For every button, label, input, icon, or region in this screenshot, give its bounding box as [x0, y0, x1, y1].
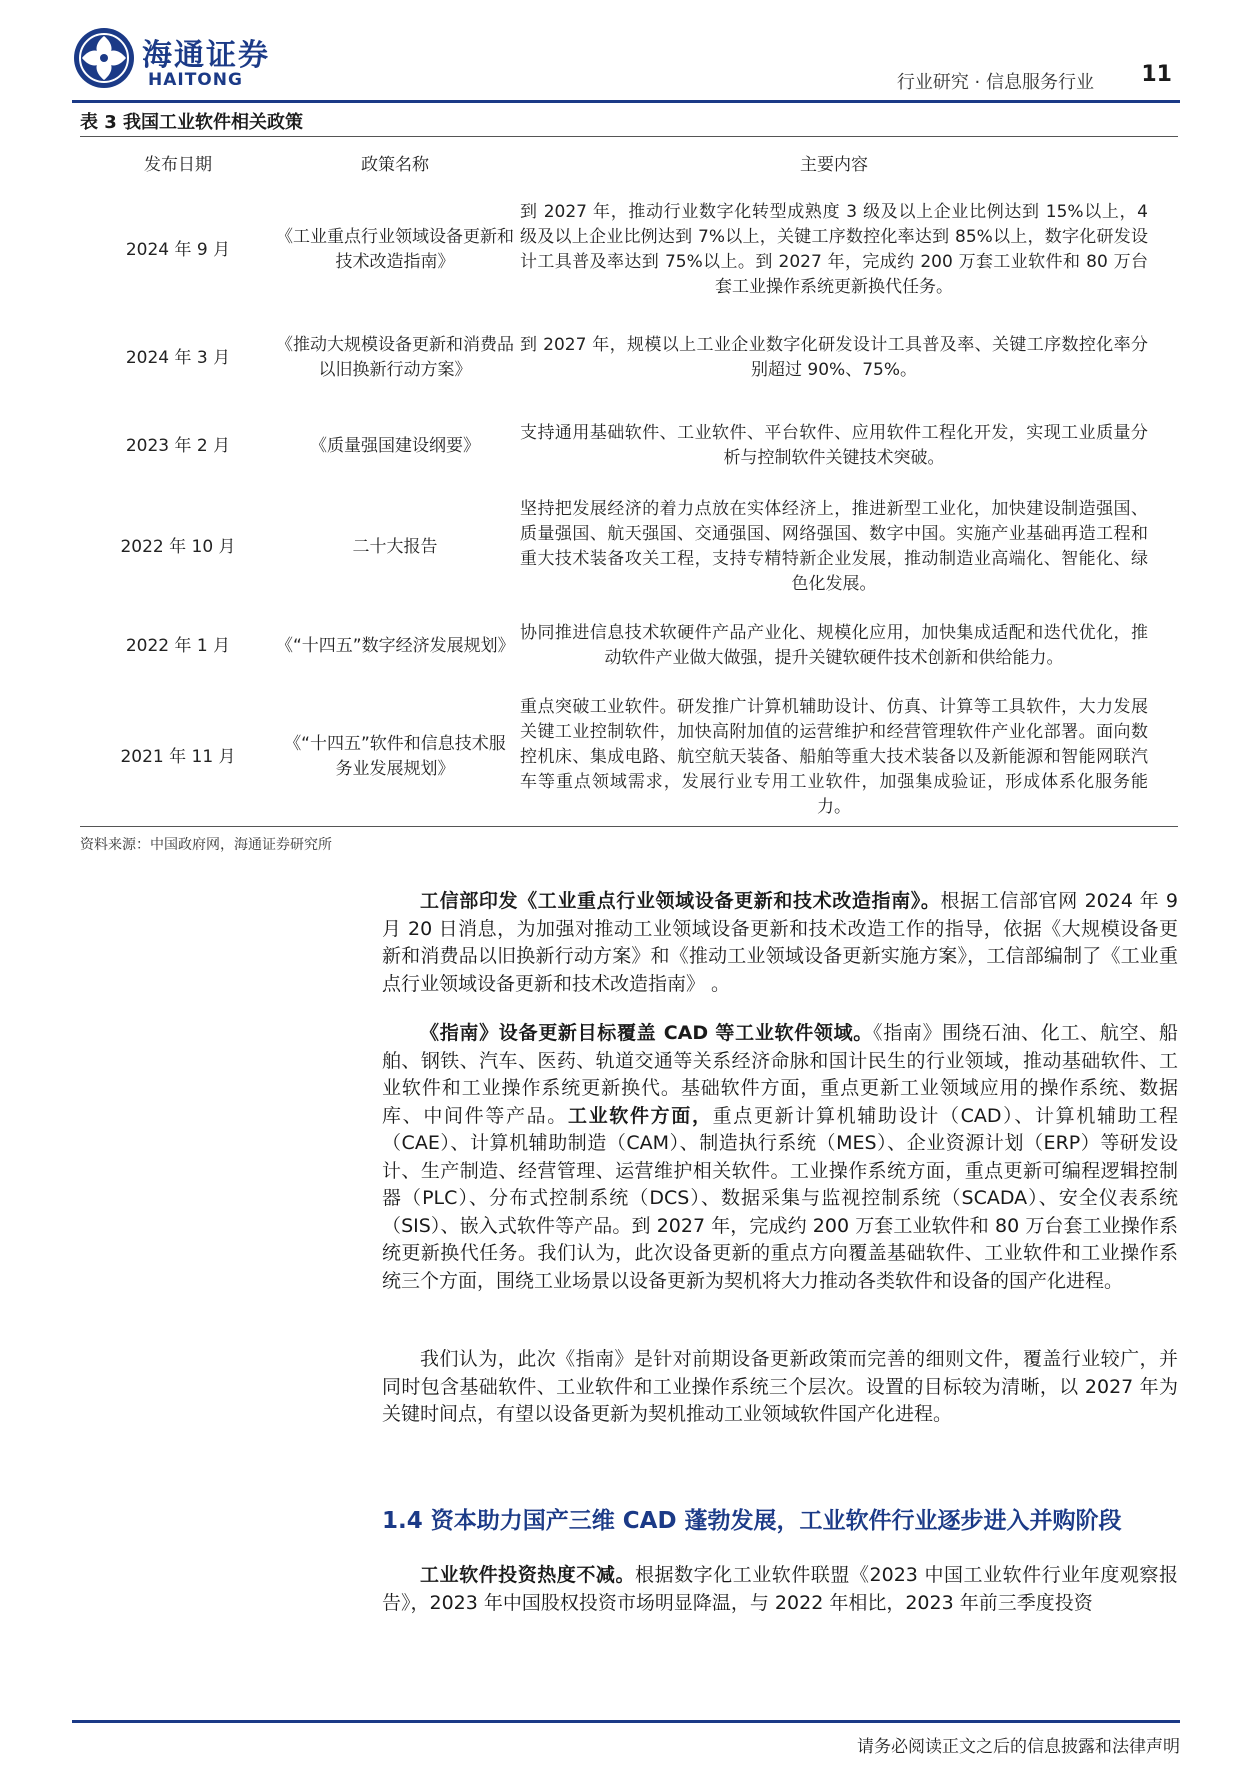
table-cell-policy: 二十大报告: [352, 536, 438, 557]
table-cell-policy: 《“十四五”软件和信息技术服务业发展规划》: [284, 734, 506, 779]
footer-divider: [72, 1720, 1180, 1723]
table-cell-policy: 《“十四五”数字经济发展规划》: [276, 635, 515, 656]
table-cell-content: 重点突破工业软件。研发推广计算机辅助设计、仿真、计算等工具软件，大力发展关键工业控制软件，加快高附加值的运营维护和经营管理软件产业化部署。面向数控机床、集成电路、航空航天装备、船舶等重大技术装备以及新能源和智能网联汽车等重点领域需求，发展行业专用工业软件，加强集成验证，形成体系化服务能力。: [520, 696, 1148, 817]
table-cell-policy: 《工业重点行业领域设备更新和技术改造指南》: [276, 227, 514, 272]
footer-disclaimer: 请务必阅读正文之后的信息披露和法律声明: [857, 1737, 1180, 1757]
paragraph-2-lead: 《指南》设备更新目标覆盖 CAD 等工业软件领域。: [420, 1022, 874, 1044]
table-bottom-rule: [80, 826, 1178, 827]
table-cell-policy: 《质量强国建设纲要》: [310, 435, 480, 456]
paragraph-4: [382, 1562, 1178, 1617]
table-cell-content: 坚持把发展经济的着力点放在实体经济上，推进新型工业化，加快建设制造强国、质量强国、航天强国、交通强国、网络强国、数字中国。实施产业基础再造工程和重大技术装备攻关工程，支持专精特新企业发展，推动制造业高端化、智能化、绿色化发展。: [520, 499, 1148, 594]
table-cell-content: 支持通用基础软件、工业软件、平台软件、应用软件工程化开发，实现工业质量分析与控制软件关键技术突破。: [520, 423, 1148, 468]
table-cell-date: 2022 年 10 月: [120, 536, 236, 557]
paragraph-2-text-b: 重点更新计算机辅助设计（CAD）、计算机辅助工程（CAE）、计算机辅助制造（CAM）、制造执行系统（MES）、企业资源计划（ERP）等研发设计、生产制造、经营管理、运营维护相关软件。工业操作系统方面，重点更新可编程逻辑控制器（PLC）、分布式控制系统（DCS）、数据采集与监视控制系统（SCADA）、安全仪表系统（SIS）、嵌入式软件等产品。到 2027 年，完成约 200 万套工业软件和 80 万台套工业操作系统更新换代任务。我们认为，此次设备更新的重点方向覆盖基础软件、工业软件和工业操作系统三个方面，围绕工业场景以设备更新为契机将大力推动各类软件和设备的国产化进程。: [382, 1104, 1178, 1292]
table-cell-content: 到 2027 年，推动行业数字化转型成熟度 3 级及以上企业比例达到 15%以上，4 级及以上企业比例达到 7%以上，关键工序数控化率达到 85%以上，数字化研发设计工具普及率达到 75%以上。到 2027 年，完成约 200 万套工业软件和 80 万台套工业操作系统更新换代任务。: [520, 202, 1148, 297]
paragraph-2-bold-mid: 工业软件方面，: [567, 1104, 713, 1127]
logo-chinese-name: 海通证券: [142, 38, 270, 73]
logo-english-name: HAITONG: [148, 70, 243, 90]
company-logo: [72, 26, 272, 96]
table-cell-date: 2023 年 2 月: [125, 435, 231, 456]
table-header-date: 发布日期: [144, 155, 212, 175]
page-number: 11: [1141, 62, 1172, 87]
paragraph-1-lead: 工信部印发《工业重点行业领域设备更新和技术改造指南》。: [420, 890, 941, 912]
paragraph-2: [382, 1020, 1178, 1295]
paragraph-1-text: 根据工信部官网 2024 年 9 月 20 日消息，为加强对推动工业领域设备更新和技术改造工作的指导，依据《大规模设备更新和消费品以旧换新行动方案》和《推动工业领域设备更新实施方案》，工信部编制了《工业重点行业领域设备更新和技术改造指南》 。: [382, 890, 1178, 995]
table-cell-content: 到 2027 年，规模以上工业企业数字化研发设计工具普及率、关键工序数控化率分别超过 90%、75%。: [520, 335, 1148, 380]
paragraph-4-lead: 工业软件投资热度不减。: [420, 1564, 635, 1586]
report-category: 行业研究 · 信息服务行业: [896, 72, 1094, 93]
paragraph-4-text: 根据数字化工业软件联盟《2023 中国工业软件行业年度观察报告》，2023 年中国股权投资市场明显降温，与 2022 年相比，2023 年前三季度投资: [382, 1564, 1178, 1614]
paragraph-1: [382, 888, 1178, 998]
table-top-rule: [80, 136, 1178, 137]
table-cell-content: 协同推进信息技术软硬件产品产业化、规模化应用，加快集成适配和迭代优化，推动软件产业做大做强，提升关键软硬件技术创新和供给能力。: [520, 623, 1148, 668]
table-cell-policy: 《推动大规模设备更新和消费品以旧换新行动方案》: [276, 335, 514, 380]
table-cell-date: 2024 年 3 月: [125, 347, 231, 368]
table-title: 表 3 我国工业软件相关政策: [80, 112, 304, 133]
table-cell-date: 2022 年 1 月: [125, 635, 231, 656]
paragraph-2-text-a: 《指南》围绕石油、化工、航空、船舶、钢铁、汽车、医药、轨道交通等关系经济命脉和国计民生的行业领域，推动基础软件、工业软件和工业操作系统更新换代。基础软件方面，重点更新工业领域应用的操作系统、数据库、中间件等产品。: [382, 1022, 1178, 1127]
table-source-note: 资料来源：中国政府网，海通证券研究所: [80, 837, 332, 853]
table-header-content: 主要内容: [800, 155, 868, 175]
page-header: [72, 22, 1180, 102]
paragraph-3: [382, 1346, 1178, 1429]
table-header-name: 政策名称: [361, 155, 429, 175]
header-divider: [72, 100, 1180, 103]
paragraph-3-text: 我们认为，此次《指南》是针对前期设备更新政策而完善的细则文件，覆盖行业较广，并同时包含基础软件、工业软件和工业操作系统三个层次。设置的目标较为清晰，以 2027 年为关键时间点，有望以设备更新为契机推动工业领域软件国产化进程。: [382, 1348, 1178, 1425]
haitong-logo-icon: [72, 26, 136, 90]
table-cell-date: 2024 年 9 月: [125, 239, 231, 260]
section-heading: 1.4 资本助力国产三维 CAD 蓬勃发展，工业软件行业逐步进入并购阶段: [382, 1508, 1122, 1534]
table-cell-date: 2021 年 11 月: [120, 746, 236, 767]
